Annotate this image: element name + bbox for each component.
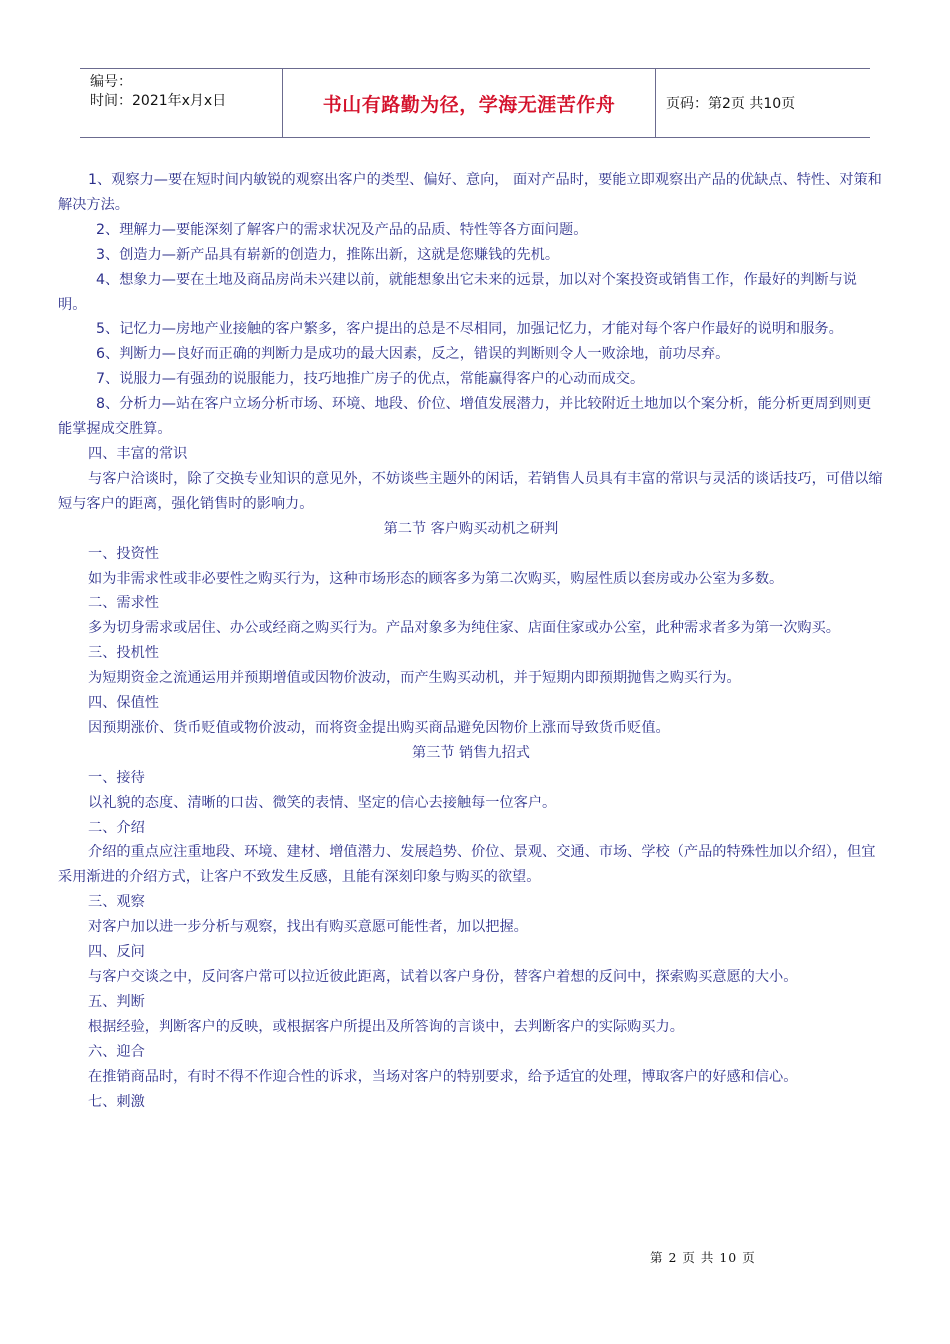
paragraph: 5、记忆力—房地产业接触的客户繁多，客户提出的总是不尽相同，加强记忆力，才能对每个客户作最好的说明和服务。 (96, 321, 843, 338)
paragraph: 2、理解力—要能深刻了解客户的需求状况及产品的品质、特性等各方面问题。 (96, 221, 588, 238)
paragraph: 二、介绍 (88, 819, 145, 836)
paragraph: 二、需求性 (88, 595, 159, 612)
paragraph: 四、反问 (88, 944, 145, 961)
paragraph: 7、说服力—有强劲的说服能力，技巧地推广房子的优点，常能赢得客户的心动而成交。 (96, 371, 645, 388)
paragraph: 三、观察 (88, 894, 145, 911)
paragraph: 五、判断 (88, 993, 145, 1010)
paragraph: 七、刺激 (88, 1093, 145, 1110)
header-meta (80, 69, 282, 137)
paragraph: 8、分析力—站在客户立场分析市场、环境、地段、价位、增值发展潜力，并比较附近土地加以个案分析，能分析更周到则更能掌握成交胜算。 (58, 396, 872, 438)
paragraph: 3、创造力—新产品具有崭新的创造力，推陈出新，这就是您赚钱的先机。 (96, 246, 560, 263)
paragraph: 如为非需求性或非必要性之购买行为，这种市场形态的顾客多为第二次购买，购屋性质以套房或办公室为多数。 (88, 570, 784, 587)
section-heading: 第二节 客户购买动机之研判 (383, 520, 559, 537)
paragraph: 四、丰富的常识 (88, 445, 188, 462)
paragraph: 三、投机性 (88, 645, 159, 662)
paragraph: 因预期涨价、货币贬值或物价波动，而将资金提出购买商品避免因物价上涨而导致货币贬值。 (88, 719, 670, 736)
paragraph: 一、接待 (88, 769, 145, 786)
paragraph: 为短期资金之流通运用并预期增值或因物价波动，而产生购买动机，并于短期内即预期抛售之购买行为。 (88, 670, 741, 687)
date-label: 时间：2021年x月x日 (90, 93, 227, 109)
paragraph: 1、观察力—要在短时间内敏锐的观察出客户的类型、偏好、意向， 面对产品时，要能立即观察出产品的优缺点、特性、对策和解决方法。 (58, 172, 882, 213)
paragraph: 四、保值性 (88, 695, 159, 712)
section-heading: 第三节 销售九招式 (411, 744, 530, 761)
paragraph: 一、投资性 (88, 545, 159, 562)
document-body (58, 168, 884, 1114)
paragraph: 多为切身需求或居住、办公或经商之购买行为。产品对象多为纯住家、店面住家或办公室，此种需求者多为第一次购买。 (88, 620, 840, 637)
page-footer: 第 2 页 共 10 页 (650, 1250, 756, 1265)
paragraph: 4、想象力—要在土地及商品房尚未兴建以前，就能想象出它未来的远景，加以对个案投资或销售工作，作最好的判断与说明。 (58, 271, 857, 313)
header-page-label: 页码：第2页 共10页 (666, 96, 796, 112)
paragraph: 与客户交谈之中，反问客户常可以拉近彼此距离，试着以客户身份，替客户着想的反问中，探索购买意愿的大小。 (88, 969, 798, 985)
paragraph: 与客户洽谈时，除了交换专业知识的意见外，不妨谈些主题外的闲话，若销售人员具有丰富的常识与灵活的谈话技巧，可借以缩短与客户的距离，强化销售时的影响力。 (58, 470, 883, 512)
paragraph: 对客户加以进一步分析与观察，找出有购买意愿可能性者，加以把握。 (88, 919, 528, 936)
paragraph: 在推销商品时，有时不得不作迎合性的诉求，当场对客户的特别要求，给予适宜的处理，博取客户的好感和信心。 (88, 1068, 798, 1085)
header-motto: 书山有路勤为径，学海无涯苦作舟 (282, 69, 656, 137)
paragraph: 以礼貌的态度、清晰的口齿、微笑的表情、坚定的信心去接触每一位客户。 (88, 794, 557, 811)
paragraph: 介绍的重点应注重地段、环境、建材、增值潜力、发展趋势、价位、景观、交通、市场、学校（产品的特殊性加以介绍），但宜采用渐进的介绍方式，让客户不致发生反感，且能有深刻印象与购买的欲望。 (58, 844, 876, 886)
paragraph: 根据经验，判断客户的反映，或根据客户所提出及所答询的言谈中，去判断客户的实际购买力。 (88, 1018, 684, 1035)
page-header (80, 68, 870, 138)
paragraph: 6、判断力—良好而正确的判断力是成功的最大因素，反之，错误的判断则令人一败涂地，前功尽弃。 (96, 346, 730, 363)
paragraph: 六、迎合 (88, 1043, 145, 1060)
code-label: 编号： (90, 74, 132, 90)
